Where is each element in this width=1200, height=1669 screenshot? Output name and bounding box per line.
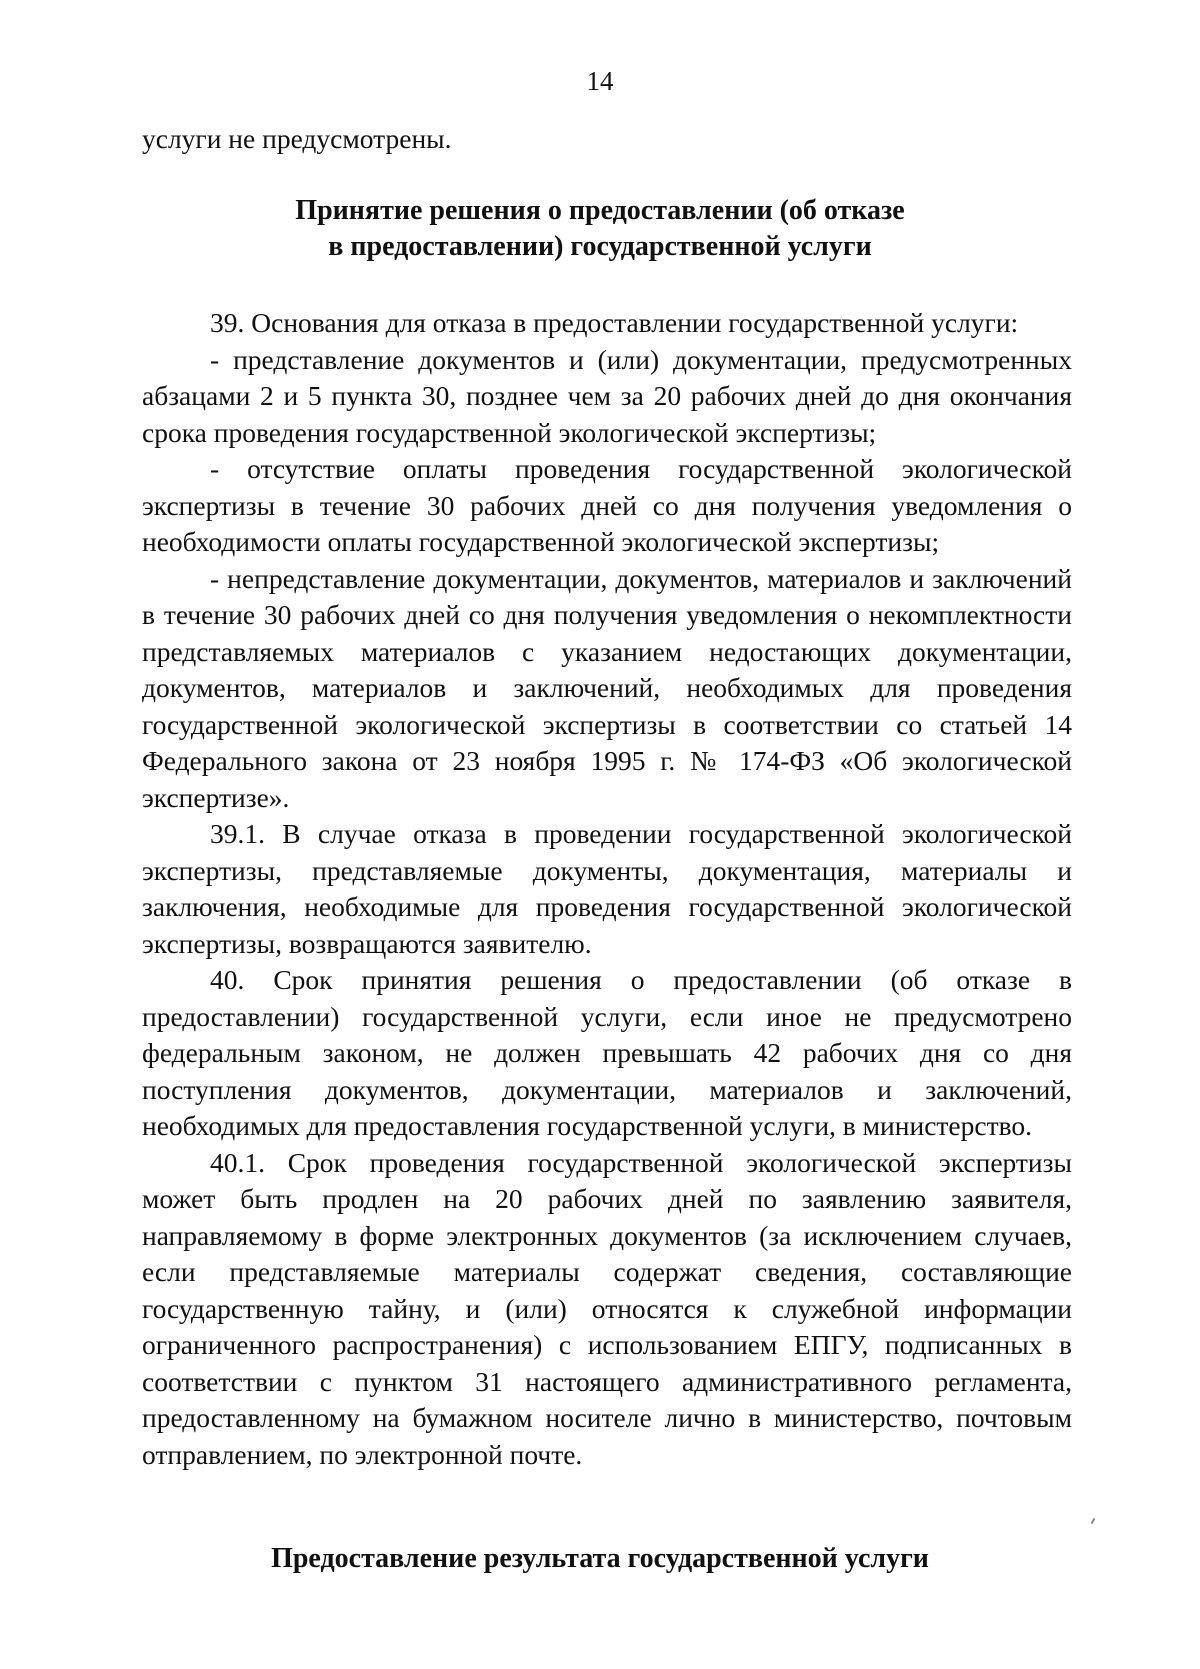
paragraph-39-item-1: - представление документов и (или) документации, предусмотренных абзацами 2 и 5 пункта 30, позднее чем за 20 рабочих дней до дня окончания срока проведения государственной экологической экспертизы;	[142, 343, 1072, 448]
paragraph-39-1: 39.1. В случае отказа в проведении государственной экологической экспертизы, представляемые документы, документация, материалы и заключения, необходимые для проведения государственной экологической экспертизы, возвращаются заявителю.	[142, 818, 1072, 959]
scan-artifact	[1091, 1518, 1096, 1524]
paragraph-40-1: 40.1. Срок проведения государственной экологической экспертизы может быть продлен на 20 рабочих дней по заявлению заявителя, направляемому в форме электронных документов (за исключением случаев, если представляемые материалы содержат сведения, составляющие государственную тайну, и (или) относятся к служебной информации ограниченного распространения) с использованием ЕПГУ, подписанных в соответствии с пунктом 31 настоящего административного регламента, предоставленному на бумажном носителе лично в министерство, почтовым отправлением, по электронной почте.	[142, 1146, 1072, 1470]
paragraph-39-item-3: - непредставление документации, документов, материалов и заключений в течение 30 рабочих дней со дня получения уведомления о некомплектности представляемых материалов с указанием недостающих документации, документов, материалов и заключений, необходимых для проведения государственной экологической экспертизы в соответствии со статьей 14 Федерального закона от 23 ноября 1995 г. № 174-ФЗ «Об экологической экспертизе».	[142, 562, 1072, 813]
section-heading-decision	[0, 193, 1200, 265]
paragraph-40: 40. Срок принятия решения о предоставлении (об отказе в предоставлении) государственной услуги, если иное не предусмотрено федеральным законом, не должен превышать 42 рабочих дня со дня поступления документов, документации, материалов и заключений, необходимых для предоставления государственной услуги, в министерство.	[142, 964, 1072, 1141]
carry-over-text: услуги не предусмотрены.	[142, 123, 452, 154]
paragraph-39-item-2: - отсутствие оплаты проведения государственной экологической экспертизы в течение 30 рабочих дней со дня получения уведомления о необходимости оплаты государственной экологической экспертизы;	[142, 453, 1072, 557]
section-heading-line-1: Принятие решения о предоставлении (об отказе	[295, 195, 905, 226]
section-heading-result: Предоставление результата государственной услуги	[271, 1543, 929, 1574]
body-text	[142, 305, 1072, 1473]
page-number: 14	[586, 66, 614, 96]
section-heading-line-2: в предоставлении) государственной услуги	[328, 231, 872, 262]
paragraph-39: 39. Основания для отказа в предоставлении государственной услуги:	[210, 307, 1019, 338]
